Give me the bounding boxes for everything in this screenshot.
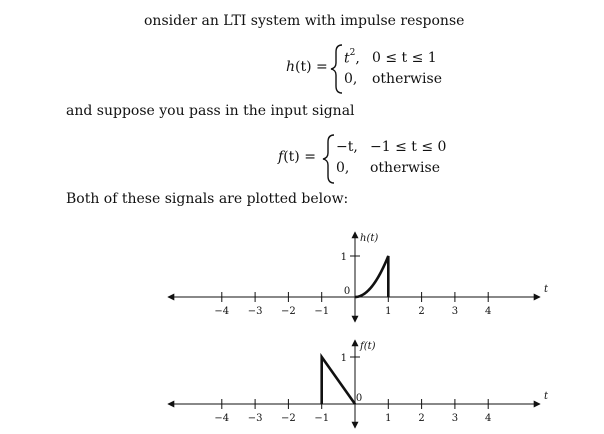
h-plot-x-tick-label: 2 [418,306,425,317]
h-case2-expr: 0, [344,71,358,87]
h-plot-y-label: h(t) [360,233,379,244]
f-plot-x-tick-label: 1 [385,413,392,424]
h-plot-x-tick-label: −3 [247,306,263,317]
plots-intro-text: Both of these signals are plotted below: [66,191,349,207]
f-plot-x-tick-label: −3 [247,413,263,424]
h-case1-cond: 0 ≤ t ≤ 1 [372,50,437,66]
h-plot-x-tick-label: 4 [485,306,492,317]
f-plot-x-tick-label: 2 [418,413,425,424]
f-lhs-fn: f [278,149,284,165]
h-plot-origin-label: 0 [343,286,351,297]
h-plot-x-tick-label: −4 [214,306,230,317]
f-case2-cond: otherwise [370,160,440,176]
f-plot-x-tick-label: −2 [281,413,296,424]
h-case1-exp: 2 [349,48,356,58]
h-plot-y-tick-label: 1 [340,252,347,263]
h-plot-x-label: t [544,284,549,295]
h-lhs-fn: h [286,59,296,75]
f-plot-x-tick-label: 4 [485,413,492,424]
intro-text: onsider an LTI system with impulse response [144,13,465,29]
f-case1-cond: −1 ≤ t ≤ 0 [370,139,447,155]
h-plot-x-tick-label: 1 [385,306,392,317]
f-plot-x-tick-label: −4 [214,413,230,424]
h-plot-x-tick-label: 3 [451,306,459,317]
h-plot-x-tick-label: −2 [281,306,296,317]
h-plot-signal-line [355,256,388,297]
middle-text: and suppose you pass in the input signal [66,103,355,119]
f-plot-x-tick-label: −1 [314,413,330,424]
h-plot-x-tick-label: −1 [314,306,330,317]
f-plot-x-label: t [544,391,549,402]
f-case2-expr: 0, [336,160,350,176]
f-plot-y-label: f(t) [360,341,376,352]
h-lhs-arg: (t) = [295,59,328,75]
f-plot-signal-line [322,357,355,404]
f-case1-expr: −t, [336,139,358,155]
f-lhs-arg: (t) = [283,149,316,165]
f-plot-x-tick-label: 3 [451,413,459,424]
h-case1-expr: t [344,50,350,67]
f-plot-origin-label: 0 [355,393,363,404]
f-plot-y-tick-label: 1 [340,353,347,364]
h-case2-cond: otherwise [372,71,442,87]
